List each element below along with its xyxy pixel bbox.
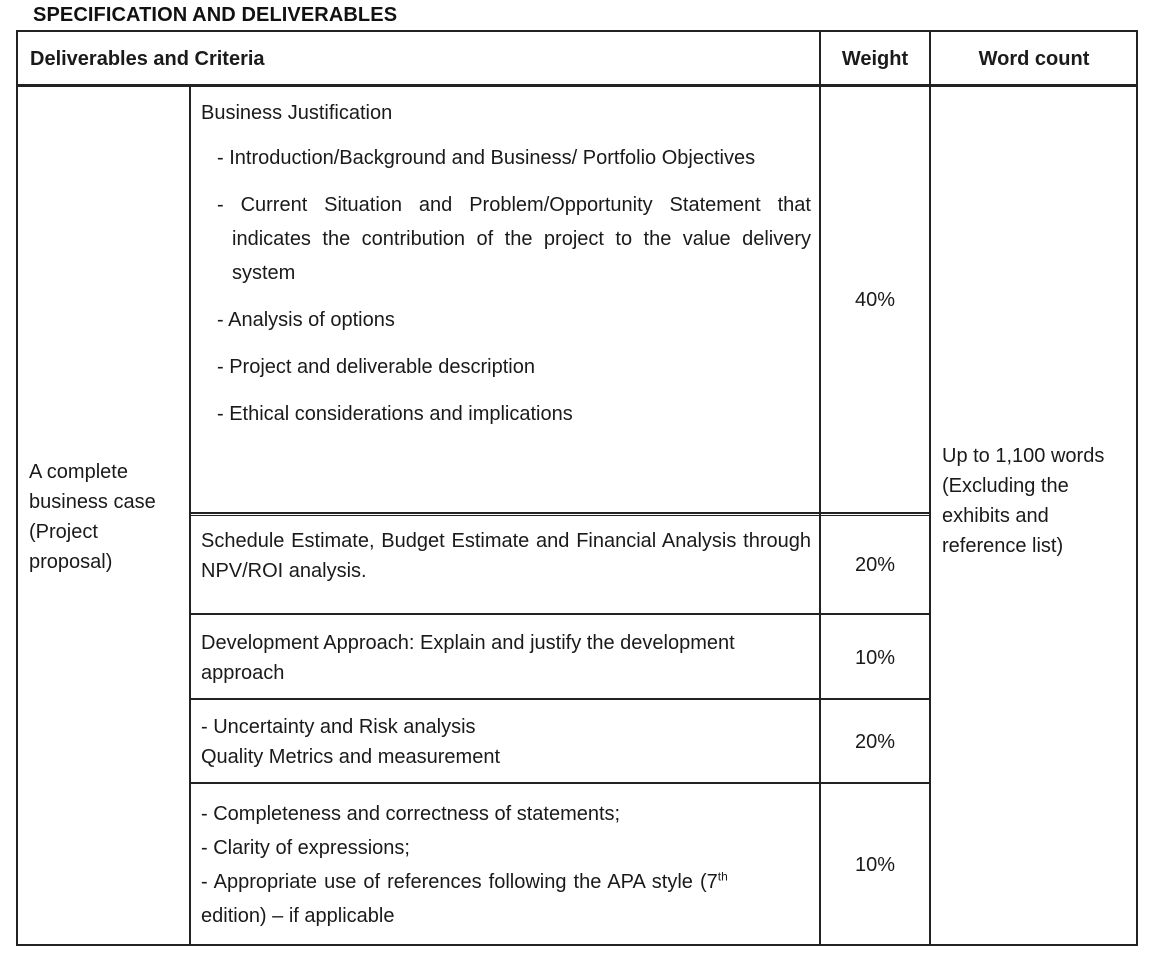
header-criteria bbox=[30, 32, 819, 86]
list-item: - Ethical considerations and implications bbox=[217, 403, 573, 425]
list-item: - Introduction/Background and Business/ Portfolio Objectives bbox=[217, 147, 756, 169]
weight-cell bbox=[821, 850, 929, 880]
header-weight bbox=[821, 32, 929, 86]
border-right bbox=[1136, 30, 1138, 946]
row-line: - Completeness and correctness of statements; bbox=[201, 803, 621, 825]
apa-superscript: th bbox=[717, 869, 728, 884]
row-text: Development Approach: Explain and justify the development approach bbox=[201, 632, 735, 684]
row-development-approach bbox=[201, 628, 811, 688]
border-bottom bbox=[16, 944, 1138, 946]
divider-row-1 bbox=[189, 512, 931, 514]
weight-value: 20% bbox=[854, 554, 896, 576]
header-word-count bbox=[931, 32, 1137, 86]
row-risk-quality bbox=[201, 712, 811, 772]
divider-row-2 bbox=[189, 613, 931, 615]
header-word-count-label: Word count bbox=[978, 48, 1090, 70]
divider-row-1b bbox=[189, 515, 931, 516]
divider-wordcount-column bbox=[929, 30, 931, 946]
weight-cell bbox=[821, 550, 929, 580]
section-title: SPECIFICATION AND DELIVERABLES bbox=[33, 4, 398, 26]
border-header-bottom bbox=[16, 84, 1138, 87]
row-line: Quality Metrics and measurement bbox=[201, 746, 501, 768]
list-item: - Analysis of options bbox=[217, 309, 395, 331]
header-weight-label: Weight bbox=[841, 48, 909, 70]
deliverable-cell bbox=[29, 457, 179, 577]
weight-value: 40% bbox=[854, 289, 896, 311]
weight-value: 20% bbox=[854, 731, 896, 753]
row-business-justification bbox=[201, 98, 811, 431]
row-schedule-budget bbox=[201, 526, 811, 586]
word-count-text: Up to 1,100 words (Excluding the exhibits and reference list) bbox=[942, 445, 1105, 557]
divider-weight-column bbox=[819, 30, 821, 946]
row-text: Schedule Estimate, Budget Estimate and Financial Analysis through NPV/ROI analysis. bbox=[201, 530, 811, 582]
row-quality-of-writing bbox=[201, 797, 811, 933]
weight-cell bbox=[821, 285, 929, 315]
apa-text: - Appropriate use of references following the APA style (7 bbox=[201, 871, 718, 893]
row-line: - Uncertainty and Risk analysis bbox=[201, 716, 476, 738]
weight-cell bbox=[821, 643, 929, 673]
word-count-cell bbox=[942, 441, 1132, 561]
border-left bbox=[16, 30, 18, 946]
weight-value: 10% bbox=[854, 647, 896, 669]
apa-line bbox=[201, 865, 811, 899]
header-criteria-label: Deliverables and Criteria bbox=[30, 48, 265, 70]
divider-criteria-column bbox=[189, 86, 191, 946]
row-title: Business Justification bbox=[201, 102, 393, 124]
list-item: - Project and deliverable description bbox=[217, 356, 535, 378]
deliverable-text: A complete business case (Project proposal) bbox=[29, 461, 156, 573]
list-item: - Current Situation and Problem/Opportunity Statement that indicates the contribution of the project to the value delivery system bbox=[217, 194, 811, 284]
row-line: - Clarity of expressions; bbox=[201, 837, 410, 859]
weight-value: 10% bbox=[854, 854, 896, 876]
apa-line-tail: edition) – if applicable bbox=[201, 905, 395, 927]
weight-cell bbox=[821, 727, 929, 757]
divider-row-3 bbox=[189, 698, 931, 700]
divider-row-4 bbox=[189, 782, 931, 784]
border-top bbox=[16, 30, 1138, 32]
